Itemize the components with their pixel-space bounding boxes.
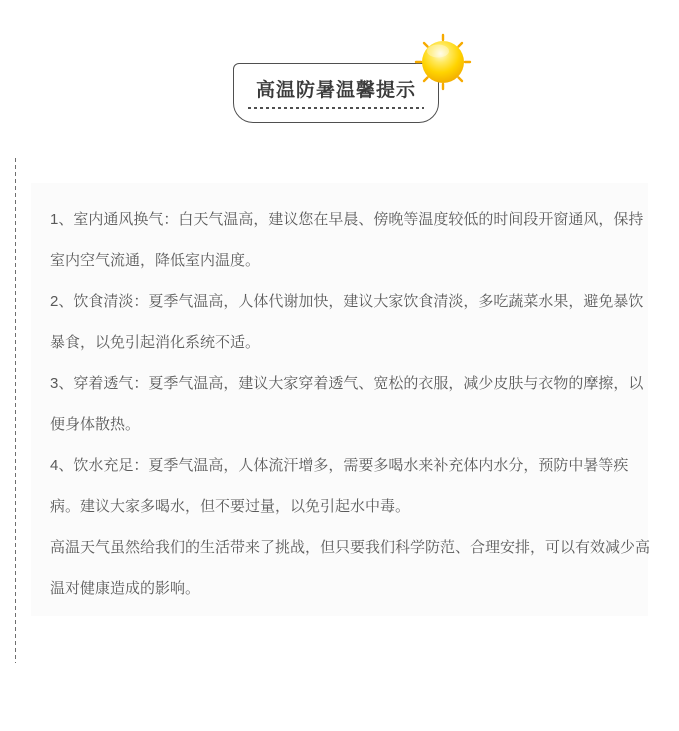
tips-content bbox=[31, 183, 651, 616]
sun-icon bbox=[413, 32, 473, 92]
tip-paragraph-4: 4、饮水充足：夏季气温高，人体流汗增多，需要多喝水来补充体内水分，预防中暑等疾病。建议大家多喝水，但不要过量，以免引起水中毒。 bbox=[50, 457, 629, 515]
page-title: 高温防暑温馨提示 bbox=[255, 80, 416, 101]
title-dashed-divider bbox=[248, 107, 424, 109]
tip-paragraph-3: 3、穿着透气：夏季气温高，建议大家穿着透气、宽松的衣服，减少皮肤与衣物的摩擦，以便身体散热。 bbox=[50, 375, 644, 433]
left-dashed-border bbox=[15, 158, 16, 663]
closing-paragraph: 高温天气虽然给我们的生活带来了挑战，但只要我们科学防范、合理安排，可以有效减少高温对健康造成的影响。 bbox=[50, 539, 651, 597]
tip-paragraph-2: 2、饮食清淡：夏季气温高，人体代谢加快，建议大家饮食清淡，多吃蔬菜水果，避免暴饮暴食，以免引起消化系统不适。 bbox=[50, 293, 644, 351]
tip-paragraph-1: 1、室内通风换气：白天气温高，建议您在早晨、傍晚等温度较低的时间段开窗通风，保持室内空气流通，降低室内温度。 bbox=[50, 211, 644, 269]
title-card bbox=[233, 63, 439, 123]
